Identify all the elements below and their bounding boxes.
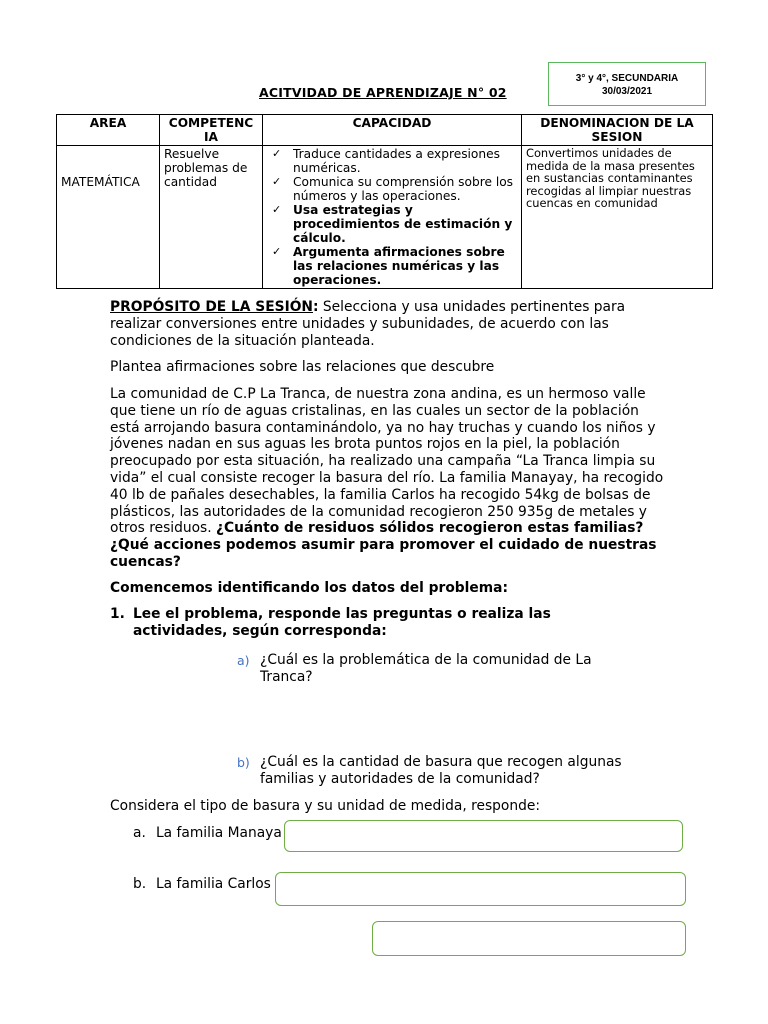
grade-label: 3° y 4°, SECUNDARIA [575,73,679,84]
question-b-text: ¿Cuál es la cantidad de basura que recogen algunas familias y autoridades de la comunidad? [260,754,622,787]
list-item: ✓ Argumenta afirmaciones sobre las relaciones numéricas y las operaciones. [272,245,505,287]
table-header-row [57,115,713,146]
story-question: ¿Cuánto de residuos sólidos recogieron estas familias? ¿Qué acciones podemos asumir para promover el cuidado de nuestras cuencas? [110,520,657,570]
area-cell: MATEMÁTICA [57,146,160,289]
denominacion-cell: Convertimos unidades de medida de la masa presentes en sustancias contaminantes recogidas al limpiar nuestras cuencas en comunidad [522,146,713,289]
item-instruction: Lee el problema, responde las preguntas o realiza las actividades, según corresponda: [133,606,551,639]
competency-table [56,114,713,289]
answer-a-label: La familia Manaya [156,825,282,841]
col-header-competencia: COMPETENC IA [160,115,263,146]
col-header-denominacion: DENOMINACION DE LA SESION [522,115,713,146]
check-icon: ✓ [272,203,282,216]
purpose-label: PROPÓSITO DE LA SESIÓN [110,299,313,315]
considera-paragraph: Considera el tipo de basura y su unidad de medida, responde: [110,798,540,814]
list-item: ✓ Traduce cantidades a expresiones numéricas. [272,147,500,175]
date-label: 30/03/2021 [601,86,653,97]
capacidad-list [267,147,517,287]
answer-a-field[interactable] [284,820,683,852]
check-icon: ✓ [272,147,282,160]
col-header-capacidad: CAPACIDAD [263,115,522,146]
page-title: ACITVIDAD DE APRENDIZAJE N° 02 [259,85,507,100]
answer-b-field[interactable] [275,872,686,906]
section-heading: Comencemos identificando los datos del problema: [110,580,508,596]
answer-b-letter: b. [133,876,147,892]
col-header-area: AREA [57,115,160,146]
check-icon: ✓ [272,175,282,188]
purpose-paragraph: PROPÓSITO DE LA SESIÓN: Selecciona y usa unidades pertinentes para realizar conversiones entre unidades y subunidades, de acuerdo con las condiciones de la situación planteada. [110,299,626,349]
question-b-letter: b) [237,755,250,770]
question-a-letter: a) [237,653,250,668]
purpose-text: Selecciona y usa unidades pertinentes para realizar conversiones entre unidades y subunidades, de acuerdo con las condiciones de la situación planteada. [110,299,626,349]
story-paragraph [110,386,670,571]
list-item: ✓ Usa estrategias y procedimientos de estimación y cálculo. [272,203,513,245]
answer-b-label: La familia Carlos [156,876,271,892]
item-number: 1. [110,606,125,622]
table-row [57,146,713,289]
question-a-text: ¿Cuál es la problemática de la comunidad de La Tranca? [260,652,592,685]
check-icon: ✓ [272,245,282,258]
answer-c-field[interactable] [372,921,686,956]
capacidad-cell [263,146,522,289]
grade-date-box [548,62,706,106]
story-text: La comunidad de C.P La Tranca, de nuestra zona andina, es un hermoso valle que tiene un río de aguas cristalinas, en las cuales un sector de la población está arrojando basura contaminándolo, ya no hay truchas y cuando los niños y jóvenes nadan en sus aguas les brota puntos rojos en la piel, la población preocupado por esta situación, ha realizado una campaña “La Tranca limpia su vida” el cual consiste recoger la basura del río. La familia Manayay, ha recogido 40 lb de pañales desechables, la familia Carlos ha recogido 54kg de bolsas de plásticos, las autoridades de la comunidad recogieron 250 935g de metales y otros residuos. [110,386,664,537]
answer-a-letter: a. [133,825,146,841]
list-item: ✓ Comunica su comprensión sobre los números y las operaciones. [272,175,514,203]
plantea-paragraph: Plantea afirmaciones sobre las relaciones que descubre [110,359,495,375]
competencia-cell: Resuelve problemas de cantidad [160,146,263,289]
